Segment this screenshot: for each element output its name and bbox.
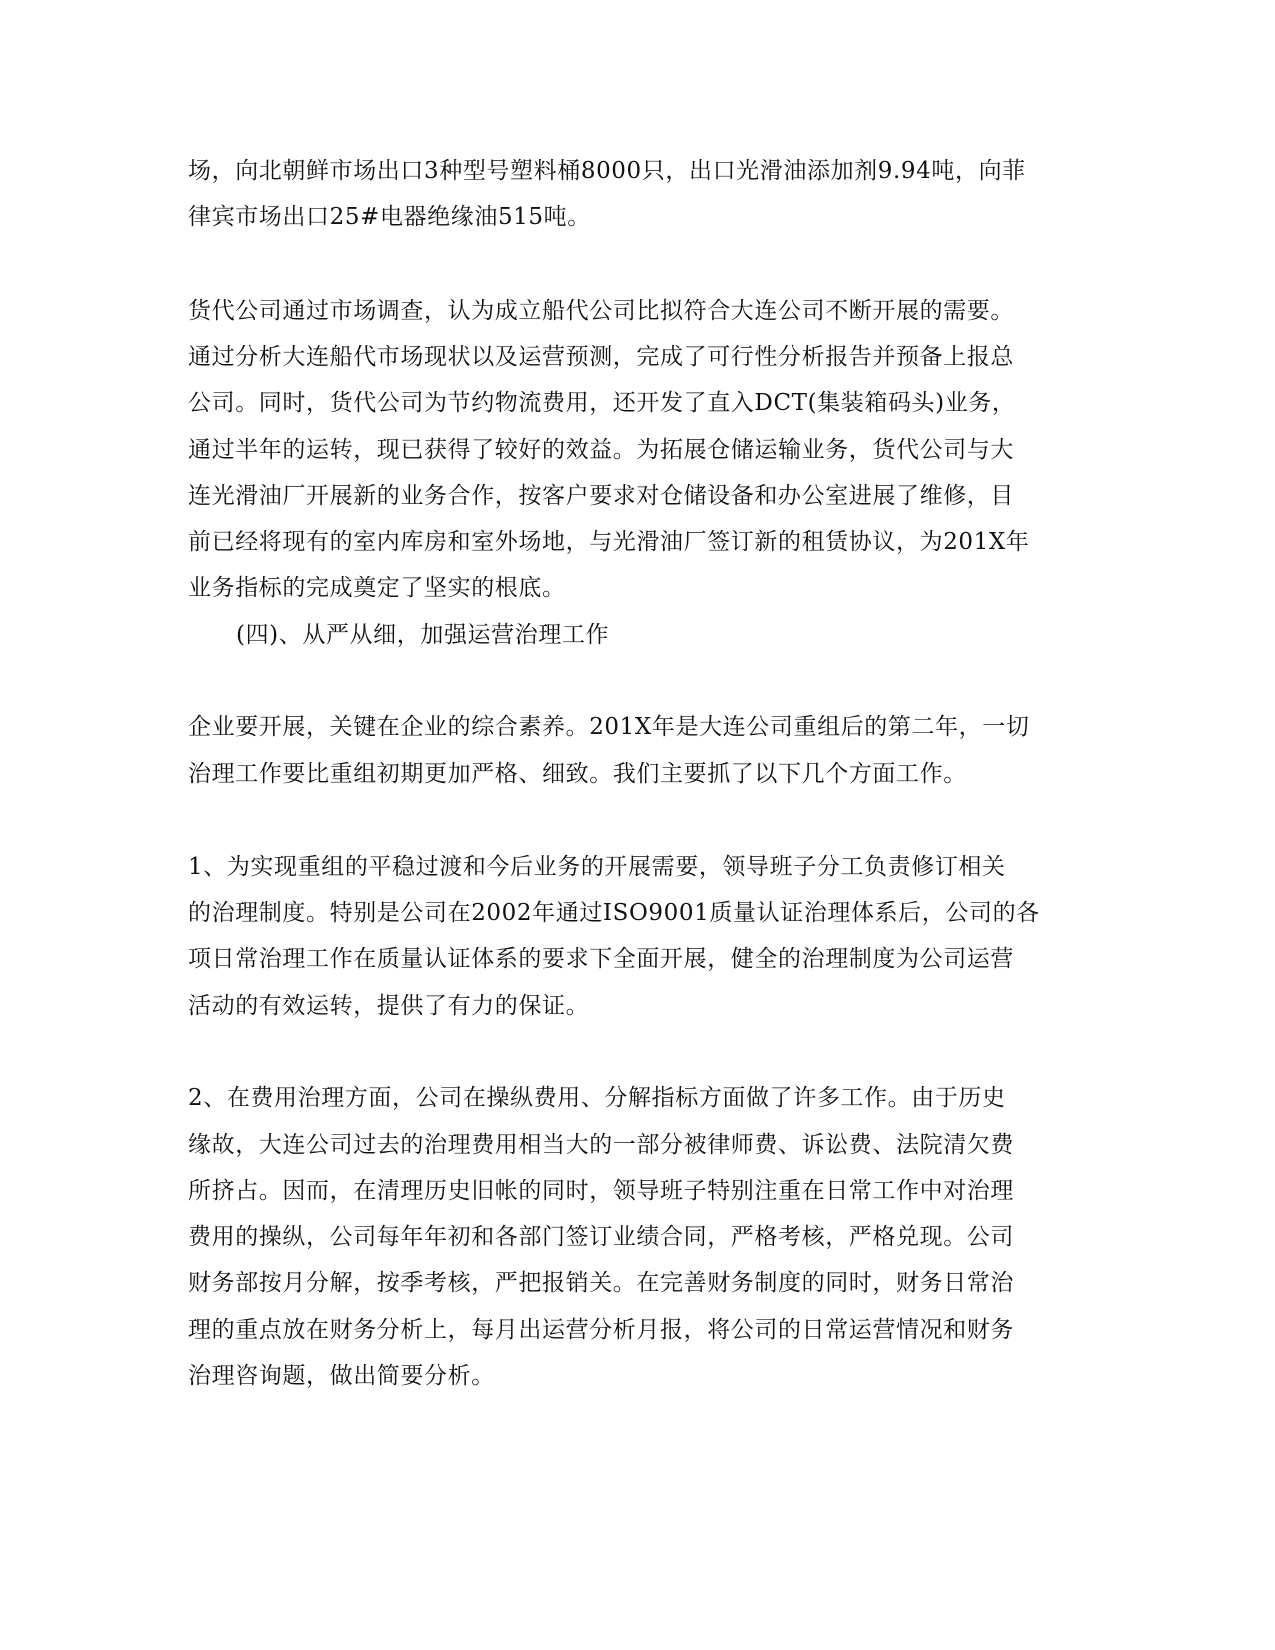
text-line: 费用的操纵，公司每年年初和各部门签订业绩合同，严格考核，严格兑现。公司 xyxy=(188,1224,1014,1250)
text-line: 所挤占。因而，在清理历史旧帐的同时，领导班子特别注重在日常工作中对治理 xyxy=(188,1178,1014,1204)
text-line: 公司。同时，货代公司为节约物流费用，还开发了直入DCT(集装箱码头)业务， xyxy=(188,390,1016,416)
text-line: 场，向北朝鲜市场出口3种型号塑料桶8000只，出口光滑油添加剂9.94吨，向菲 xyxy=(188,158,1026,184)
section-heading: (四)、从严从细，加强运营治理工作 xyxy=(236,622,610,648)
text-line: 治理工作要比重组初期更加严格、细致。我们主要抓了以下几个方面工作。 xyxy=(188,761,967,787)
text-line: 通过分析大连船代市场现状以及运营预测，完成了可行性分析报告并预备上报总 xyxy=(188,344,1014,370)
text-line: 活动的有效运转，提供了有力的保证。 xyxy=(188,993,590,1019)
text-line: 前已经将现有的室内库房和室外场地，与光滑油厂签订新的租赁协议，为201X年 xyxy=(188,529,1030,555)
text-line: 的治理制度。特别是公司在2002年通过ISO9001质量认证治理体系后，公司的各 xyxy=(188,900,1040,926)
text-line: 货代公司通过市场调查，认为成立船代公司比拟符合大连公司不断开展的需要。 xyxy=(188,298,1014,324)
text-line: 2、在费用治理方面，公司在操纵费用、分解指标方面做了许多工作。由于历史 xyxy=(188,1085,1006,1111)
text-line: 业务指标的完成奠定了坚实的根底。 xyxy=(188,575,566,601)
text-line: 缘故，大连公司过去的治理费用相当大的一部分被律师费、诉讼费、法院清欠费 xyxy=(188,1132,1014,1158)
text-line: 律宾市场出口25#电器绝缘油515吨。 xyxy=(188,204,591,230)
text-line: 通过半年的运转，现已获得了较好的效益。为拓展仓储运输业务，货代公司与大 xyxy=(188,437,1014,463)
text-line: 治理咨询题，做出简要分析。 xyxy=(188,1363,495,1389)
text-line: 企业要开展，关键在企业的综合素养。201X年是大连公司重组后的第二年，一切 xyxy=(188,714,1030,740)
text-line: 1、为实现重组的平稳过渡和今后业务的开展需要，领导班子分工负责修订相关 xyxy=(188,854,1006,880)
text-line: 连光滑油厂开展新的业务合作，按客户要求对仓储设备和办公室进展了维修，目 xyxy=(188,483,1014,509)
text-line: 财务部按月分解，按季考核，严把报销关。在完善财务制度的同时，财务日常治 xyxy=(188,1270,1014,1296)
text-line: 理的重点放在财务分析上，每月出运营分析月报，将公司的日常运营情况和财务 xyxy=(188,1317,1014,1343)
text-line: 项日常治理工作在质量认证体系的要求下全面开展，健全的治理制度为公司运营 xyxy=(188,946,1014,972)
